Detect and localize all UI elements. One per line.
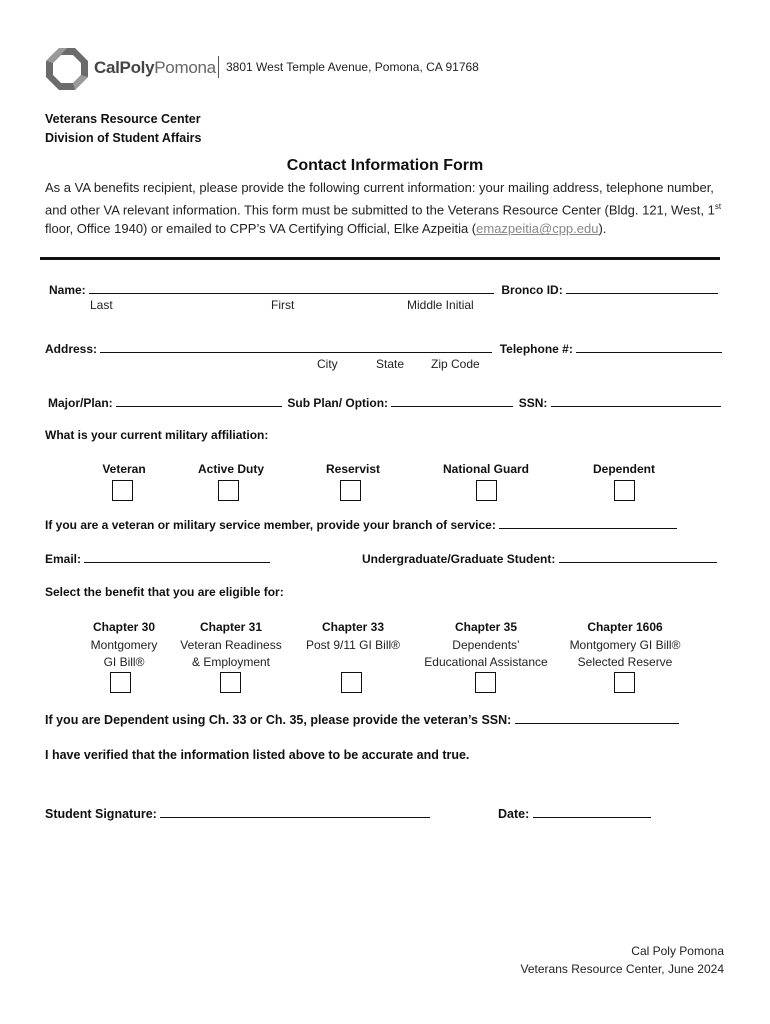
benefit-ch35-line1: Dependents’ bbox=[452, 638, 520, 652]
contact-email-link[interactable]: emazpeitia@cpp.edu bbox=[476, 221, 599, 237]
affiliation-veteran-label: Veteran bbox=[102, 462, 146, 476]
name-field: Name: Bronco ID: bbox=[49, 281, 718, 297]
major-field: Major/Plan: Sub Plan/ Option: SSN: bbox=[48, 394, 721, 410]
benefit-ch31-line1: Veteran Readiness bbox=[180, 638, 282, 652]
footer-campus: Cal Poly Pomona bbox=[631, 944, 724, 958]
signature-field: Student Signature: bbox=[45, 805, 430, 821]
email-field: Email: bbox=[45, 550, 270, 566]
student-type-field: Undergraduate/Graduate Student: bbox=[362, 550, 717, 566]
addr-state-hint: State bbox=[376, 357, 405, 371]
active-duty-checkbox[interactable] bbox=[218, 480, 239, 501]
affiliation-dependent-label: Dependent bbox=[592, 462, 656, 476]
addr-city-hint: City bbox=[317, 357, 338, 371]
national-guard-checkbox[interactable] bbox=[476, 480, 497, 501]
affiliation-national-guard-label: National Guard bbox=[442, 462, 530, 476]
department-name: Veterans Resource Center bbox=[45, 112, 201, 126]
benefit-ch1606-title: Chapter 1606 bbox=[587, 620, 663, 634]
addr-zip-hint: Zip Code bbox=[431, 357, 480, 371]
veteran-ssn-input[interactable] bbox=[515, 711, 679, 724]
subplan-input[interactable] bbox=[391, 394, 513, 407]
reservist-checkbox[interactable] bbox=[340, 480, 361, 501]
benefit-ch35-line2: Educational Assistance bbox=[424, 655, 548, 669]
ch35-checkbox[interactable] bbox=[475, 672, 496, 693]
date-input[interactable] bbox=[533, 805, 651, 818]
ch1606-checkbox[interactable] bbox=[614, 672, 635, 693]
ch33-checkbox[interactable] bbox=[341, 672, 362, 693]
name-input[interactable] bbox=[89, 281, 494, 294]
benefit-ch30-title: Chapter 30 bbox=[92, 620, 156, 634]
footer-office-date: Veterans Resource Center, June 2024 bbox=[520, 962, 724, 976]
telephone-input[interactable] bbox=[576, 340, 722, 353]
veteran-checkbox[interactable] bbox=[112, 480, 133, 501]
benefit-ch30-line2: GI Bill® bbox=[103, 655, 145, 669]
form-title: Contact Information Form bbox=[286, 157, 484, 174]
name-first-hint: First bbox=[271, 298, 295, 312]
benefit-ch30-line1: Montgomery bbox=[90, 638, 158, 652]
address-field: Address: Telephone #: bbox=[45, 340, 722, 356]
dependent-ssn-field: If you are Dependent using Ch. 33 or Ch. 35, please provide the veteran’s SSN: bbox=[45, 711, 679, 727]
ch30-checkbox[interactable] bbox=[110, 672, 131, 693]
benefit-ch33-line1: Post 9/11 GI Bill® bbox=[306, 638, 400, 652]
section-divider bbox=[40, 257, 720, 260]
campus-address: 3801 West Temple Avenue, Pomona, CA 91768 bbox=[226, 60, 479, 74]
benefit-ch35-title: Chapter 35 bbox=[454, 620, 518, 634]
bronco-id-input[interactable] bbox=[566, 281, 718, 294]
affiliation-active-duty-label: Active Duty bbox=[197, 462, 265, 476]
branch-field: If you are a veteran or military service member, provide your branch of service: bbox=[45, 516, 677, 532]
date-field: Date: bbox=[498, 805, 651, 821]
benefit-ch31-title: Chapter 31 bbox=[199, 620, 263, 634]
affiliation-reservist-label: Reservist bbox=[325, 462, 381, 476]
branch-input[interactable] bbox=[499, 516, 677, 529]
header-divider bbox=[218, 56, 219, 78]
logo-wordmark: CalPolyPomona bbox=[94, 58, 216, 77]
military-question: What is your current military affiliation: bbox=[45, 428, 269, 442]
signature-input[interactable] bbox=[160, 805, 430, 818]
email-input[interactable] bbox=[84, 550, 270, 563]
benefit-ch1606-line2: Selected Reserve bbox=[577, 655, 673, 669]
benefit-ch33-title: Chapter 33 bbox=[321, 620, 385, 634]
ch31-checkbox[interactable] bbox=[220, 672, 241, 693]
dependent-checkbox[interactable] bbox=[614, 480, 635, 501]
address-input[interactable] bbox=[100, 340, 492, 353]
benefit-ch1606-line1: Montgomery GI Bill® bbox=[569, 638, 681, 652]
student-type-input[interactable] bbox=[559, 550, 717, 563]
ssn-input[interactable] bbox=[551, 394, 721, 407]
cpp-logo bbox=[44, 46, 219, 92]
name-last-hint: Last bbox=[90, 298, 113, 312]
cpp-octagon-logo-icon bbox=[44, 46, 90, 92]
name-middle-hint: Middle Initial bbox=[407, 298, 474, 312]
intro-paragraph: As a VA benefits recipient, please provide the following current information: your mailing address, telephone number, and other VA relevant information. This form must be submitted to the Veterans Resource Center (Bldg. 121, West, 1st floor, Office 1940) or emailed to CPP’s VA Certifying Official, Elke Azpeitia (emazpeitia@cpp.edu). bbox=[45, 180, 722, 237]
verify-statement: I have verified that the information listed above to be accurate and true. bbox=[45, 748, 470, 762]
division-name: Division of Student Affairs bbox=[45, 131, 202, 145]
benefit-question: Select the benefit that you are eligible for: bbox=[45, 585, 284, 599]
benefit-ch31-line2: & Employment bbox=[191, 655, 271, 669]
major-input[interactable] bbox=[116, 394, 282, 407]
